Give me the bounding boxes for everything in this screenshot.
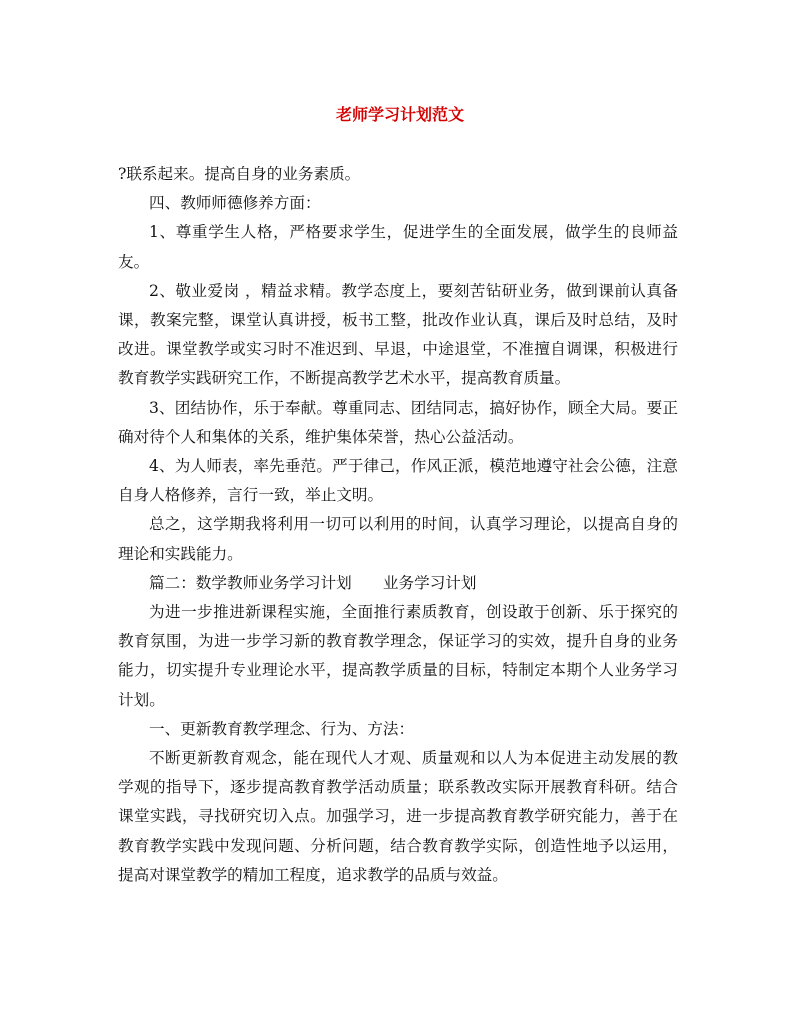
paragraph-continuation: ?联系起来。提高自身的业务素质。 [118,165,361,183]
paragraph-respect-students: 1、尊重学生人格，严格要求学生，促进学生的全面发展，做学生的良师益友。 [118,223,678,271]
section-heading-ethics: 四、教师师德修养方面： [149,194,321,213]
document-title: 老师学习计划范文 [335,105,464,124]
section-heading-part-two: 篇二：数学教师业务学习计划 业务学习计划 [149,573,477,592]
document-body [118,160,678,890]
section-heading-update-ideas: 一、更新教育教学理念、行为、方法： [149,719,415,738]
paragraph-role-model: 4、为人师表，率先垂范。严于律己，作风正派，模范地遵守社会公德，注意自身人格修养，言行一致，举止文明。 [118,457,678,505]
paragraph-teamwork: 3、团结协作，乐于奉献。尊重同志、团结同志，搞好协作，顾全大局。要正确对待个人和集体的关系，维护集体荣誉，热心公益活动。 [118,398,678,446]
paragraph-dedication: 2、敬业爱岗 ，精益求精。教学态度上，要刻苦钻研业务，做到课前认真备课，教案完整，课堂认真讲授，板书工整，批改作业认真，课后及时总结，及时改进。课堂教学或实习时不准迟到、早退，中途退堂，不准擅自调课，积极进行教育教学实践研究工作，不断提高教学艺术水平，提高教育质量。 [118,281,678,388]
paragraph-intro-plan: 为进一步推进新课程实施，全面推行素质教育，创设敢于创新、乐于探究的教育氛围，为进一步学习新的教育教学理念，保证学习的实效，提升自身的业务能力，切实提升专业理论水平，提高教学质量的目标，特制定本期个人业务学习计划。 [118,603,678,709]
paragraph-update-ideas: 不断更新教育观念，能在现代人才观、质量观和以人为本促进主动发展的教学观的指导下，逐步提高教育教学活动质量；联系教改实际开展教育科研。结合课堂实践，寻找研究切入点。加强学习，进一步提高教育教学研究能力，善于在教育教学实践中发现问题、分析问题，结合教育教学实际，创造性地予以运用，提高对课堂教学的精加工程度，追求教学的品质与效益。 [118,749,678,884]
paragraph-summary: 总之，这学期我将利用一切可以利用的时间，认真学习理论，以提高自身的理论和实践能力。 [118,515,678,563]
